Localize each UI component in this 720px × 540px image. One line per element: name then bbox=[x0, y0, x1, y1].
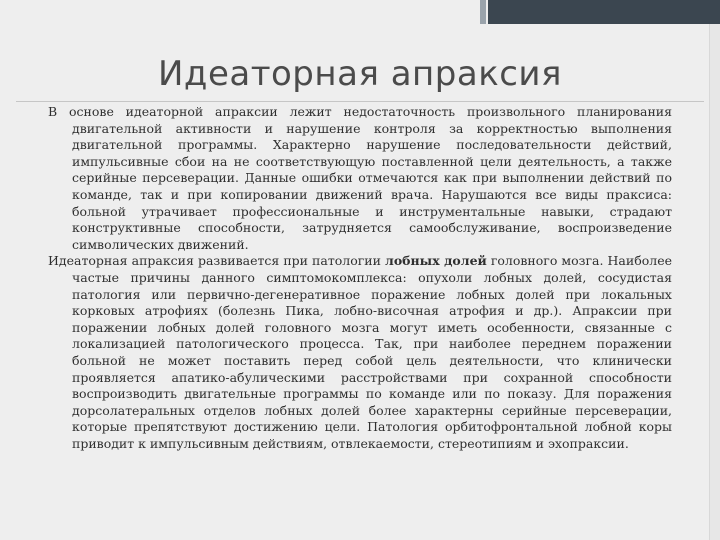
paragraph-1-text: В основе идеаторной апраксии лежит недостаточность произвольного планирования двигательной активности и нарушение контроля за корректностью выполнения двигательной программы. Характерно нарушение последовательности действий, импульсивные сбои на не соответствующую поставленной цели деятельность, а также серийные персеверации. Данные ошибки отмечаются как при выполнении действий по команде, так и при копировании движений врача. Нарушаются все виды праксиса: больной утрачивает профессиональные и инструментальные навыки, страдают конструктивные способности, затрудняется самообслуживание, воспроизведение символических движений. bbox=[48, 104, 672, 252]
paragraph-2-text-after: головного мозга. Наиболее частые причины данного симптомокомплекса: опухоли лобных долей, сосудистая патология или первично-дегенеративное поражение лобных долей при локальных корковых атрофиях (болезнь Пика, лобно-височная атрофия и др.). Апраксии при поражении лобных долей головного мозга могут иметь особенности, связанные с локализацией патологического процесса. Так, при наиболее переднем поражении больной не может поставить перед собой цель деятельности, что клинически проявляется апатико-абулическими расстройствами при сохранной способности воспроизводить двигательные программы по команде или по показу. Для поражения дорсолатеральных отделов лобных долей более характерны серийные персеверации, которые препятствуют достижению цели. Патология орбитофронтальной лобной коры приводит к импульсивным действиям, отвлекаемости, стереотипиям и эхопраксии. bbox=[72, 253, 672, 451]
paragraph-2-bold-term: лобных долей bbox=[385, 253, 487, 269]
paragraph-1 bbox=[48, 104, 672, 253]
title-divider bbox=[16, 101, 704, 102]
accent-bar bbox=[488, 0, 720, 24]
paragraph-2-text-before: Идеаторная апраксия развивается при патологии bbox=[48, 253, 386, 269]
paragraph-2 bbox=[48, 253, 672, 452]
slide-right-edge bbox=[709, 24, 720, 540]
slide-body bbox=[48, 104, 672, 452]
accent-bar-edge bbox=[480, 0, 486, 24]
slide-title: Идеаторная апраксия bbox=[158, 54, 562, 94]
